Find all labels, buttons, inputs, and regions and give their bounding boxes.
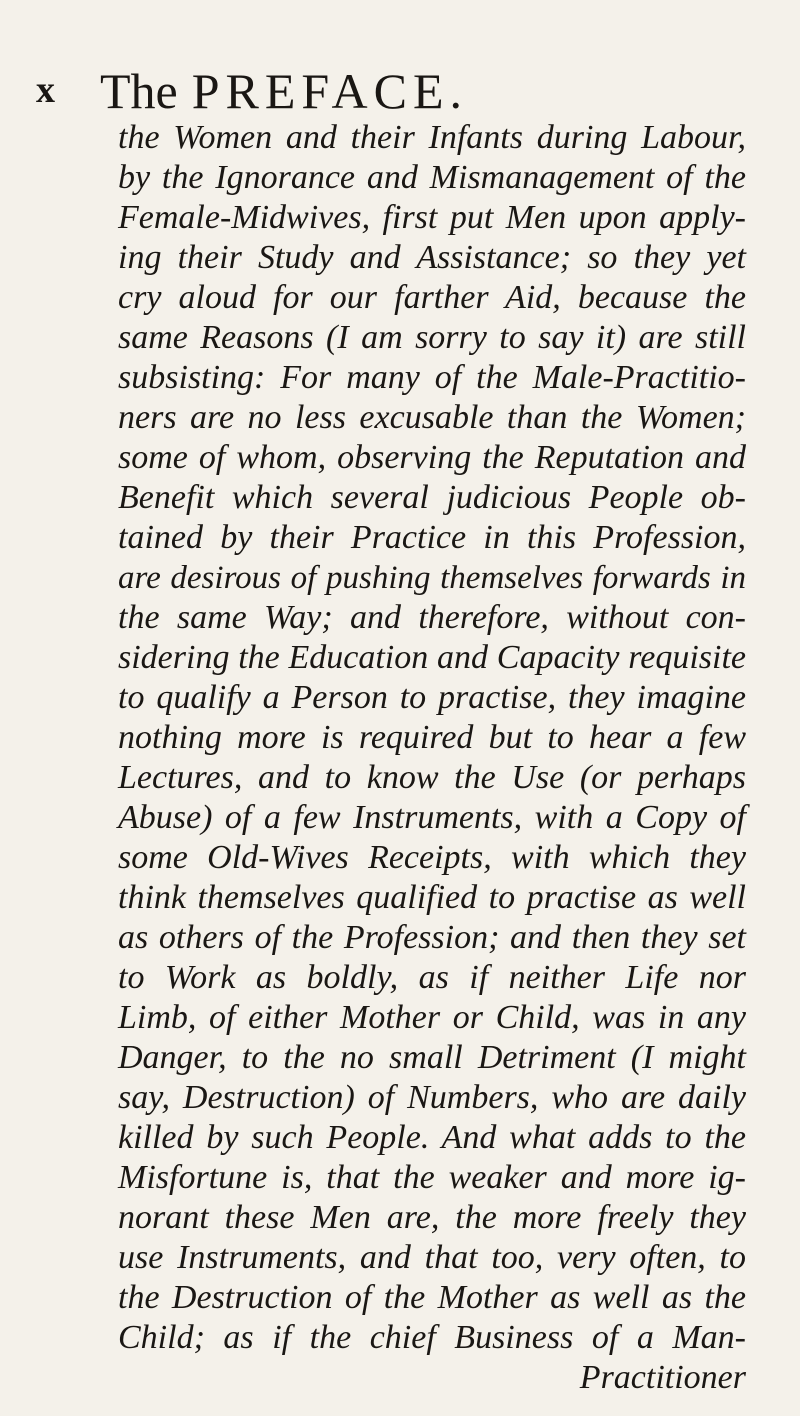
running-title xyxy=(100,62,468,120)
catchword: Practitioner xyxy=(579,1359,746,1396)
text-line: norant these Men are, the more freely they xyxy=(118,1199,746,1236)
text-line: the Women and their Infants during Labour, xyxy=(118,119,746,156)
text-line: subsisting: For many of the Male-Practitio- xyxy=(118,359,746,396)
text-line: Limb, of either Mother or Child, was in any xyxy=(118,999,746,1036)
text-line: tained by their Practice in this Profession, xyxy=(118,519,746,556)
text-line: nothing more is required but to hear a few xyxy=(118,719,746,756)
text-line: are desirous of pushing themselves forwards in xyxy=(118,560,746,596)
text-line: say, Destruction) of Numbers, who are daily xyxy=(118,1079,746,1116)
text-line: by the Ignorance and Mismanagement of the xyxy=(118,159,746,196)
text-line: use Instruments, and that too, very often, to xyxy=(118,1239,746,1276)
text-line: Danger, to the no small Detriment (I might xyxy=(118,1039,746,1076)
page-header xyxy=(0,62,800,122)
text-line: killed by such People. And what adds to the xyxy=(118,1119,746,1156)
text-line: Lectures, and to know the Use (or perhaps xyxy=(118,759,746,796)
text-line: as others of the Profession; and then they set xyxy=(118,919,746,956)
text-line: to qualify a Person to practise, they imagine xyxy=(118,679,746,716)
text-line: Child; as if the chief Business of a Man- xyxy=(118,1319,746,1356)
page-number: x xyxy=(36,69,55,111)
text-line: ing their Study and Assistance; so they yet xyxy=(118,239,746,276)
running-title-article: The xyxy=(100,63,178,119)
text-line: ners are no less excusable than the Women; xyxy=(118,399,746,436)
running-title-main: PREFACE. xyxy=(191,63,469,119)
text-line: some of whom, observing the Reputation and xyxy=(118,439,746,476)
text-line: to Work as boldly, as if neither Life nor xyxy=(118,959,746,996)
text-line: some Old-Wives Receipts, with which they xyxy=(118,839,746,876)
text-line: sidering the Education and Capacity requisite xyxy=(118,639,746,676)
text-line: think themselves qualified to practise as well xyxy=(118,879,746,916)
text-line: the same Way; and therefore, without con- xyxy=(118,599,746,636)
text-line: same Reasons (I am sorry to say it) are still xyxy=(118,319,746,356)
text-line: Abuse) of a few Instruments, with a Copy of xyxy=(118,799,746,836)
text-line: Benefit which several judicious People ob- xyxy=(118,479,746,516)
text-line: Misfortune is, that the weaker and more ig- xyxy=(118,1159,746,1196)
text-line: Female-Midwives, first put Men upon apply- xyxy=(118,199,746,236)
text-line: cry aloud for our farther Aid, because the xyxy=(118,279,746,316)
text-line: the Destruction of the Mother as well as the xyxy=(118,1279,746,1316)
